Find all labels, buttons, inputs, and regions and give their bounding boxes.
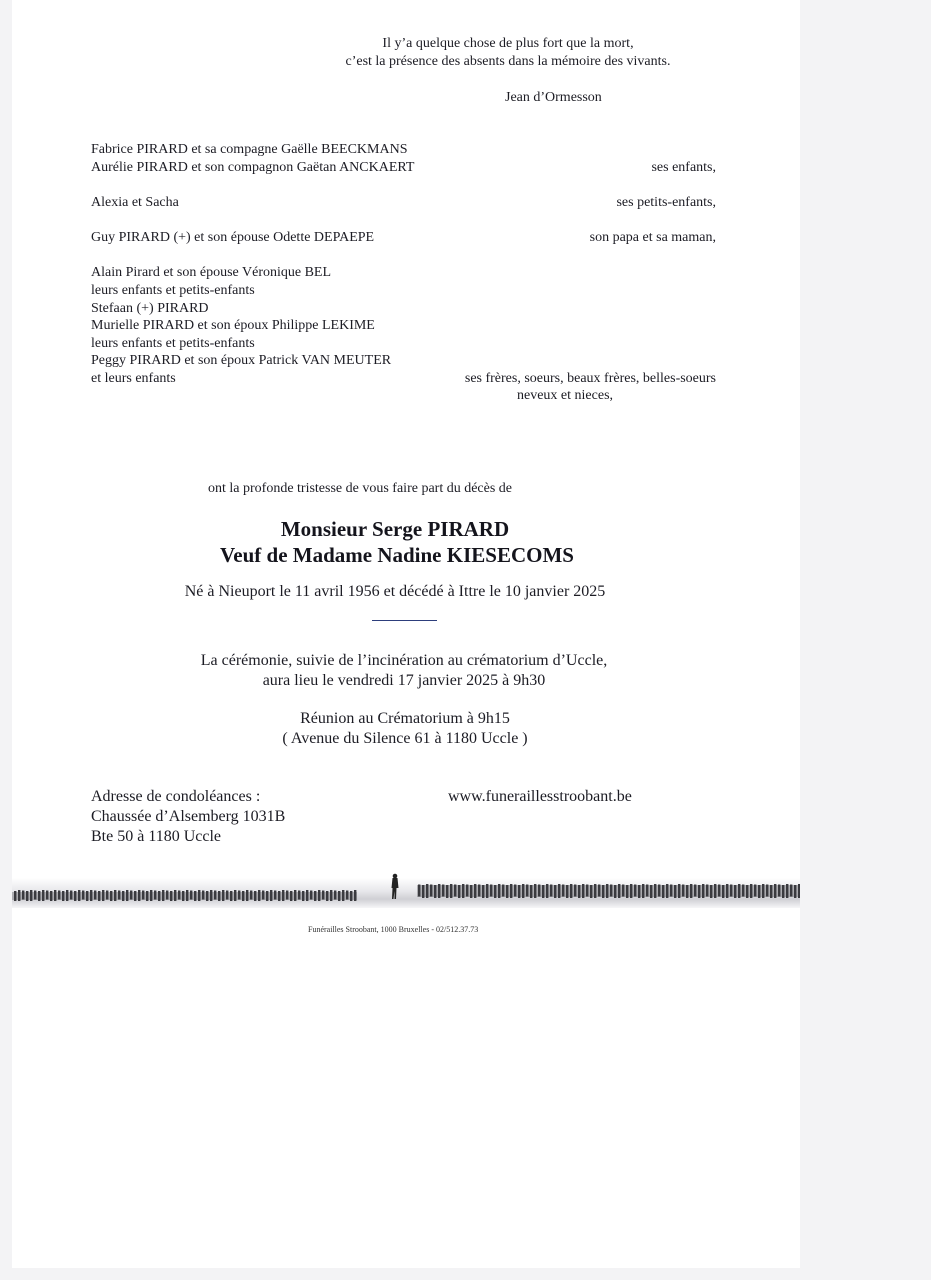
groyne-post <box>46 891 48 900</box>
groyne-post <box>618 884 620 898</box>
groyne-post <box>98 891 100 901</box>
groyne-post <box>122 891 124 901</box>
groyne-post <box>798 884 800 898</box>
family-sibling-line: Murielle PIRARD et son époux Philippe LEKIME <box>91 318 375 333</box>
family-siblings-role-1: ses frères, soeurs, beaux frères, belles-soeurs <box>464 371 716 386</box>
groyne-post <box>178 891 180 900</box>
groyne-post <box>94 891 96 900</box>
groyne-post <box>126 890 128 901</box>
groyne-post <box>82 891 84 900</box>
groyne-post <box>278 891 280 901</box>
groyne-post <box>114 890 116 901</box>
quote-line-1: Il y’a quelque chose de plus fort que la mort, <box>382 36 634 51</box>
ceremony-meeting: Réunion au Crématorium à 9h15 <box>300 710 510 727</box>
groyne-post <box>790 885 792 897</box>
groyne-post <box>782 885 784 898</box>
groyne-post <box>50 891 52 901</box>
groyne-post <box>510 884 512 898</box>
groyne-post <box>266 891 268 901</box>
family-parents: Guy PIRARD (+) et son épouse Odette DEPAEPE <box>91 230 375 245</box>
family-children-2: Aurélie PIRARD et son compagnon Gaëtan ANCKAERT <box>91 160 415 175</box>
groyne-post <box>442 885 444 897</box>
family-children-role: ses enfants, <box>651 160 716 175</box>
groyne-post <box>346 891 348 900</box>
groyne-post <box>226 891 228 900</box>
groyne-post <box>34 891 36 900</box>
groyne-post <box>314 891 316 901</box>
groyne-post <box>458 885 460 898</box>
quote-author: Jean d’Ormesson <box>505 90 602 105</box>
groyne-post <box>710 885 712 898</box>
family-sibling-line: Peggy PIRARD et son époux Patrick VAN MEUTER <box>91 353 392 368</box>
groyne-post <box>498 884 500 898</box>
groyne-post <box>66 890 68 901</box>
groyne-post <box>694 885 696 897</box>
groyne-post <box>490 885 492 897</box>
footer-contact: Funérailles Stroobant, 1000 Bruxelles - 02/512.37.73 <box>308 925 479 934</box>
groyne-post <box>270 890 272 901</box>
condolences-address-2: Bte 50 à 1180 Uccle <box>91 828 222 845</box>
groyne-post <box>118 891 120 900</box>
family-children-1: Fabrice PIRARD et sa compagne Gaëlle BEECKMANS <box>91 142 408 157</box>
groyne-post <box>174 890 176 901</box>
groyne-post <box>658 885 660 897</box>
groyne-post <box>730 885 732 897</box>
groyne-post <box>110 891 112 901</box>
groyne-post <box>534 884 536 898</box>
groyne-post <box>438 884 440 898</box>
groyne-post <box>206 891 208 901</box>
document-page <box>12 0 800 1268</box>
groyne-post <box>210 890 212 901</box>
groyne-post <box>578 885 580 898</box>
family-grandchildren: Alexia et Sacha <box>91 195 179 210</box>
groyne-post <box>286 891 288 900</box>
ceremony-line-1: La cérémonie, suivie de l’incinération au crématorium d’Uccle, <box>200 652 608 669</box>
groyne-post <box>546 884 548 898</box>
groyne-post <box>718 885 720 897</box>
groyne-post <box>58 891 60 900</box>
groyne-post <box>298 891 300 900</box>
groyne-post <box>274 891 276 900</box>
groyne-post <box>478 885 480 897</box>
groyne-post <box>698 885 700 898</box>
groyne-post <box>590 885 592 898</box>
groyne-post <box>62 891 64 901</box>
groyne-post <box>482 885 484 898</box>
groyne-post <box>142 891 144 900</box>
groyne-post <box>310 891 312 900</box>
groyne-post <box>626 885 628 898</box>
groyne-post <box>90 890 92 901</box>
groyne-post <box>526 885 528 897</box>
groyne-post <box>162 890 164 901</box>
groyne-post <box>474 884 476 898</box>
groyne-post <box>86 891 88 901</box>
groyne-post <box>130 891 132 900</box>
groyne-post <box>654 884 656 898</box>
groyne-post <box>706 885 708 897</box>
groyne-post <box>74 891 76 901</box>
groyne-post <box>214 891 216 900</box>
groyne-post <box>14 891 16 901</box>
groyne-post <box>502 885 504 897</box>
groyne-post <box>522 884 524 898</box>
groyne-post <box>318 890 320 901</box>
groyne-post <box>102 890 104 901</box>
groyne-post <box>614 885 616 898</box>
groyne-post <box>566 885 568 898</box>
groyne-post <box>734 885 736 898</box>
groyne-post <box>570 884 572 898</box>
condolences-label: Adresse de condoléances : <box>91 788 261 805</box>
groyne-post <box>606 884 608 898</box>
groyne-post <box>22 891 24 900</box>
section-divider <box>372 620 437 621</box>
groyne-post <box>426 884 428 898</box>
quote-line-2: c’est la présence des absents dans la mémoire des vivants. <box>345 54 671 69</box>
groyne-post <box>194 891 196 901</box>
groyne-post <box>158 891 160 901</box>
groyne-post <box>150 890 152 901</box>
groyne-post <box>322 891 324 900</box>
groyne-post <box>638 885 640 898</box>
ceremony-address: ( Avenue du Silence 61 à 1180 Uccle ) <box>282 730 528 747</box>
groyne-post <box>726 884 728 898</box>
groyne-post <box>138 890 140 901</box>
groyne-post <box>690 884 692 898</box>
groyne-post <box>334 891 336 900</box>
family-grandchildren-role: ses petits-enfants, <box>616 195 716 210</box>
groyne-post <box>622 885 624 897</box>
family-sibling-line: Stefaan (+) PIRARD <box>91 301 209 316</box>
groyne-post <box>602 885 604 898</box>
family-sibling-line: et leurs enfants <box>91 371 176 386</box>
groyne-post <box>558 884 560 898</box>
groyne-post <box>594 884 596 898</box>
groyne-post <box>134 891 136 901</box>
groyne-post <box>290 891 292 901</box>
groyne-post <box>354 890 356 901</box>
groyne-post <box>146 891 148 901</box>
deceased-dates: Né à Nieuport le 11 avril 1956 et décédé à Ittre le 10 janvier 2025 <box>184 583 606 600</box>
groyne-post <box>238 891 240 900</box>
groyne-post <box>282 890 284 901</box>
groyne-post <box>254 891 256 901</box>
groyne-post <box>462 884 464 898</box>
groyne-post <box>518 885 520 898</box>
groyne-post <box>746 885 748 898</box>
groyne-post <box>222 890 224 901</box>
groyne-post <box>30 890 32 901</box>
groyne-post <box>26 891 28 901</box>
groyne-post <box>486 884 488 898</box>
beach-groynes-image <box>12 872 800 912</box>
announcement-intro: ont la profonde tristesse de vous faire part du décès de <box>208 481 513 496</box>
groyne-post <box>598 885 600 897</box>
groyne-post <box>650 885 652 898</box>
groyne-post <box>634 885 636 897</box>
groyne-post <box>722 885 724 898</box>
groyne-post <box>714 884 716 898</box>
groyne-post <box>302 891 304 901</box>
groyne-post <box>246 890 248 901</box>
groyne-post <box>170 891 172 901</box>
family-parents-role: son papa et sa maman, <box>589 230 716 245</box>
groyne-post <box>550 885 552 897</box>
groyne-post <box>342 890 344 901</box>
groyne-post <box>218 891 220 901</box>
family-sibling-line: leurs enfants et petits-enfants <box>91 336 255 351</box>
groyne-post <box>306 890 308 901</box>
deceased-name: Monsieur Serge PIRARD <box>280 517 510 541</box>
groyne-post <box>42 890 44 901</box>
groyne-post <box>434 885 436 898</box>
groyne-post <box>754 885 756 897</box>
groyne-post <box>674 885 676 898</box>
groyne-post <box>234 890 236 901</box>
groyne-post <box>506 885 508 898</box>
groyne-post <box>262 891 264 900</box>
groyne-post <box>770 885 772 898</box>
groyne-post <box>686 885 688 898</box>
groyne-post <box>18 890 20 901</box>
groyne-post <box>202 891 204 900</box>
groyne-post <box>38 891 40 901</box>
groyne-post <box>470 885 472 898</box>
groyne-post <box>794 885 796 898</box>
groyne-post <box>294 890 296 901</box>
groyne-post <box>666 884 668 898</box>
groyne-post <box>778 885 780 897</box>
groyne-post <box>450 884 452 898</box>
groyne-post <box>258 890 260 901</box>
groyne-post <box>326 891 328 901</box>
groyne-post <box>78 890 80 901</box>
groyne-post <box>738 884 740 898</box>
groyne-post <box>586 885 588 897</box>
groyne-post <box>630 884 632 898</box>
groyne-post <box>242 891 244 901</box>
groyne-post <box>646 885 648 897</box>
groyne-post <box>494 885 496 898</box>
groyne-post <box>762 884 764 898</box>
groyne-post <box>682 885 684 897</box>
groyne-post <box>182 891 184 901</box>
groyne-post <box>758 885 760 898</box>
groyne-post <box>774 884 776 898</box>
groyne-post <box>662 885 664 898</box>
groyne-post <box>678 884 680 898</box>
groyne-post <box>70 891 72 900</box>
groyne-post <box>106 891 108 900</box>
ceremony-line-2: aura lieu le vendredi 17 janvier 2025 à 9h30 <box>262 672 546 689</box>
groyne-post <box>670 885 672 897</box>
groyne-post <box>350 891 352 901</box>
groyne-post <box>154 891 156 900</box>
groyne-post <box>454 885 456 897</box>
groyne-post <box>642 884 644 898</box>
family-siblings-role-2: neveux et nieces, <box>517 388 614 403</box>
groyne-post <box>554 885 556 898</box>
groyne-post <box>430 885 432 897</box>
deceased-subtitle: Veuf de Madame Nadine KIESECOMS <box>220 543 574 567</box>
groyne-post <box>574 885 576 897</box>
groyne-post <box>190 891 192 900</box>
funeral-website-link[interactable]: www.funeraillesstroobant.be <box>448 788 632 805</box>
groyne-post <box>166 891 168 900</box>
groyne-post <box>198 890 200 901</box>
groyne-post <box>750 884 752 898</box>
groyne-post <box>582 884 584 898</box>
family-sibling-line: Alain Pirard et son épouse Véronique BEL <box>91 265 332 280</box>
groyne-post <box>230 891 232 901</box>
groyne-post <box>786 884 788 898</box>
condolences-address-1: Chaussée d’Alsemberg 1031B <box>91 808 286 825</box>
groyne-post <box>422 885 424 898</box>
groyne-post <box>418 885 420 897</box>
groyne-post <box>742 885 744 897</box>
groyne-post <box>610 885 612 897</box>
groyne-post <box>446 885 448 898</box>
groyne-post <box>562 885 564 897</box>
groyne-post <box>54 890 56 901</box>
groyne-post <box>766 885 768 897</box>
groyne-post <box>466 885 468 897</box>
groyne-post <box>530 885 532 898</box>
groyne-post <box>542 885 544 898</box>
groyne-post <box>186 890 188 901</box>
groyne-post <box>338 891 340 901</box>
groyne-post <box>538 885 540 897</box>
groyne-post <box>514 885 516 897</box>
groyne-post <box>330 890 332 901</box>
family-sibling-line: leurs enfants et petits-enfants <box>91 283 255 298</box>
groyne-post <box>250 891 252 900</box>
groyne-post <box>702 884 704 898</box>
